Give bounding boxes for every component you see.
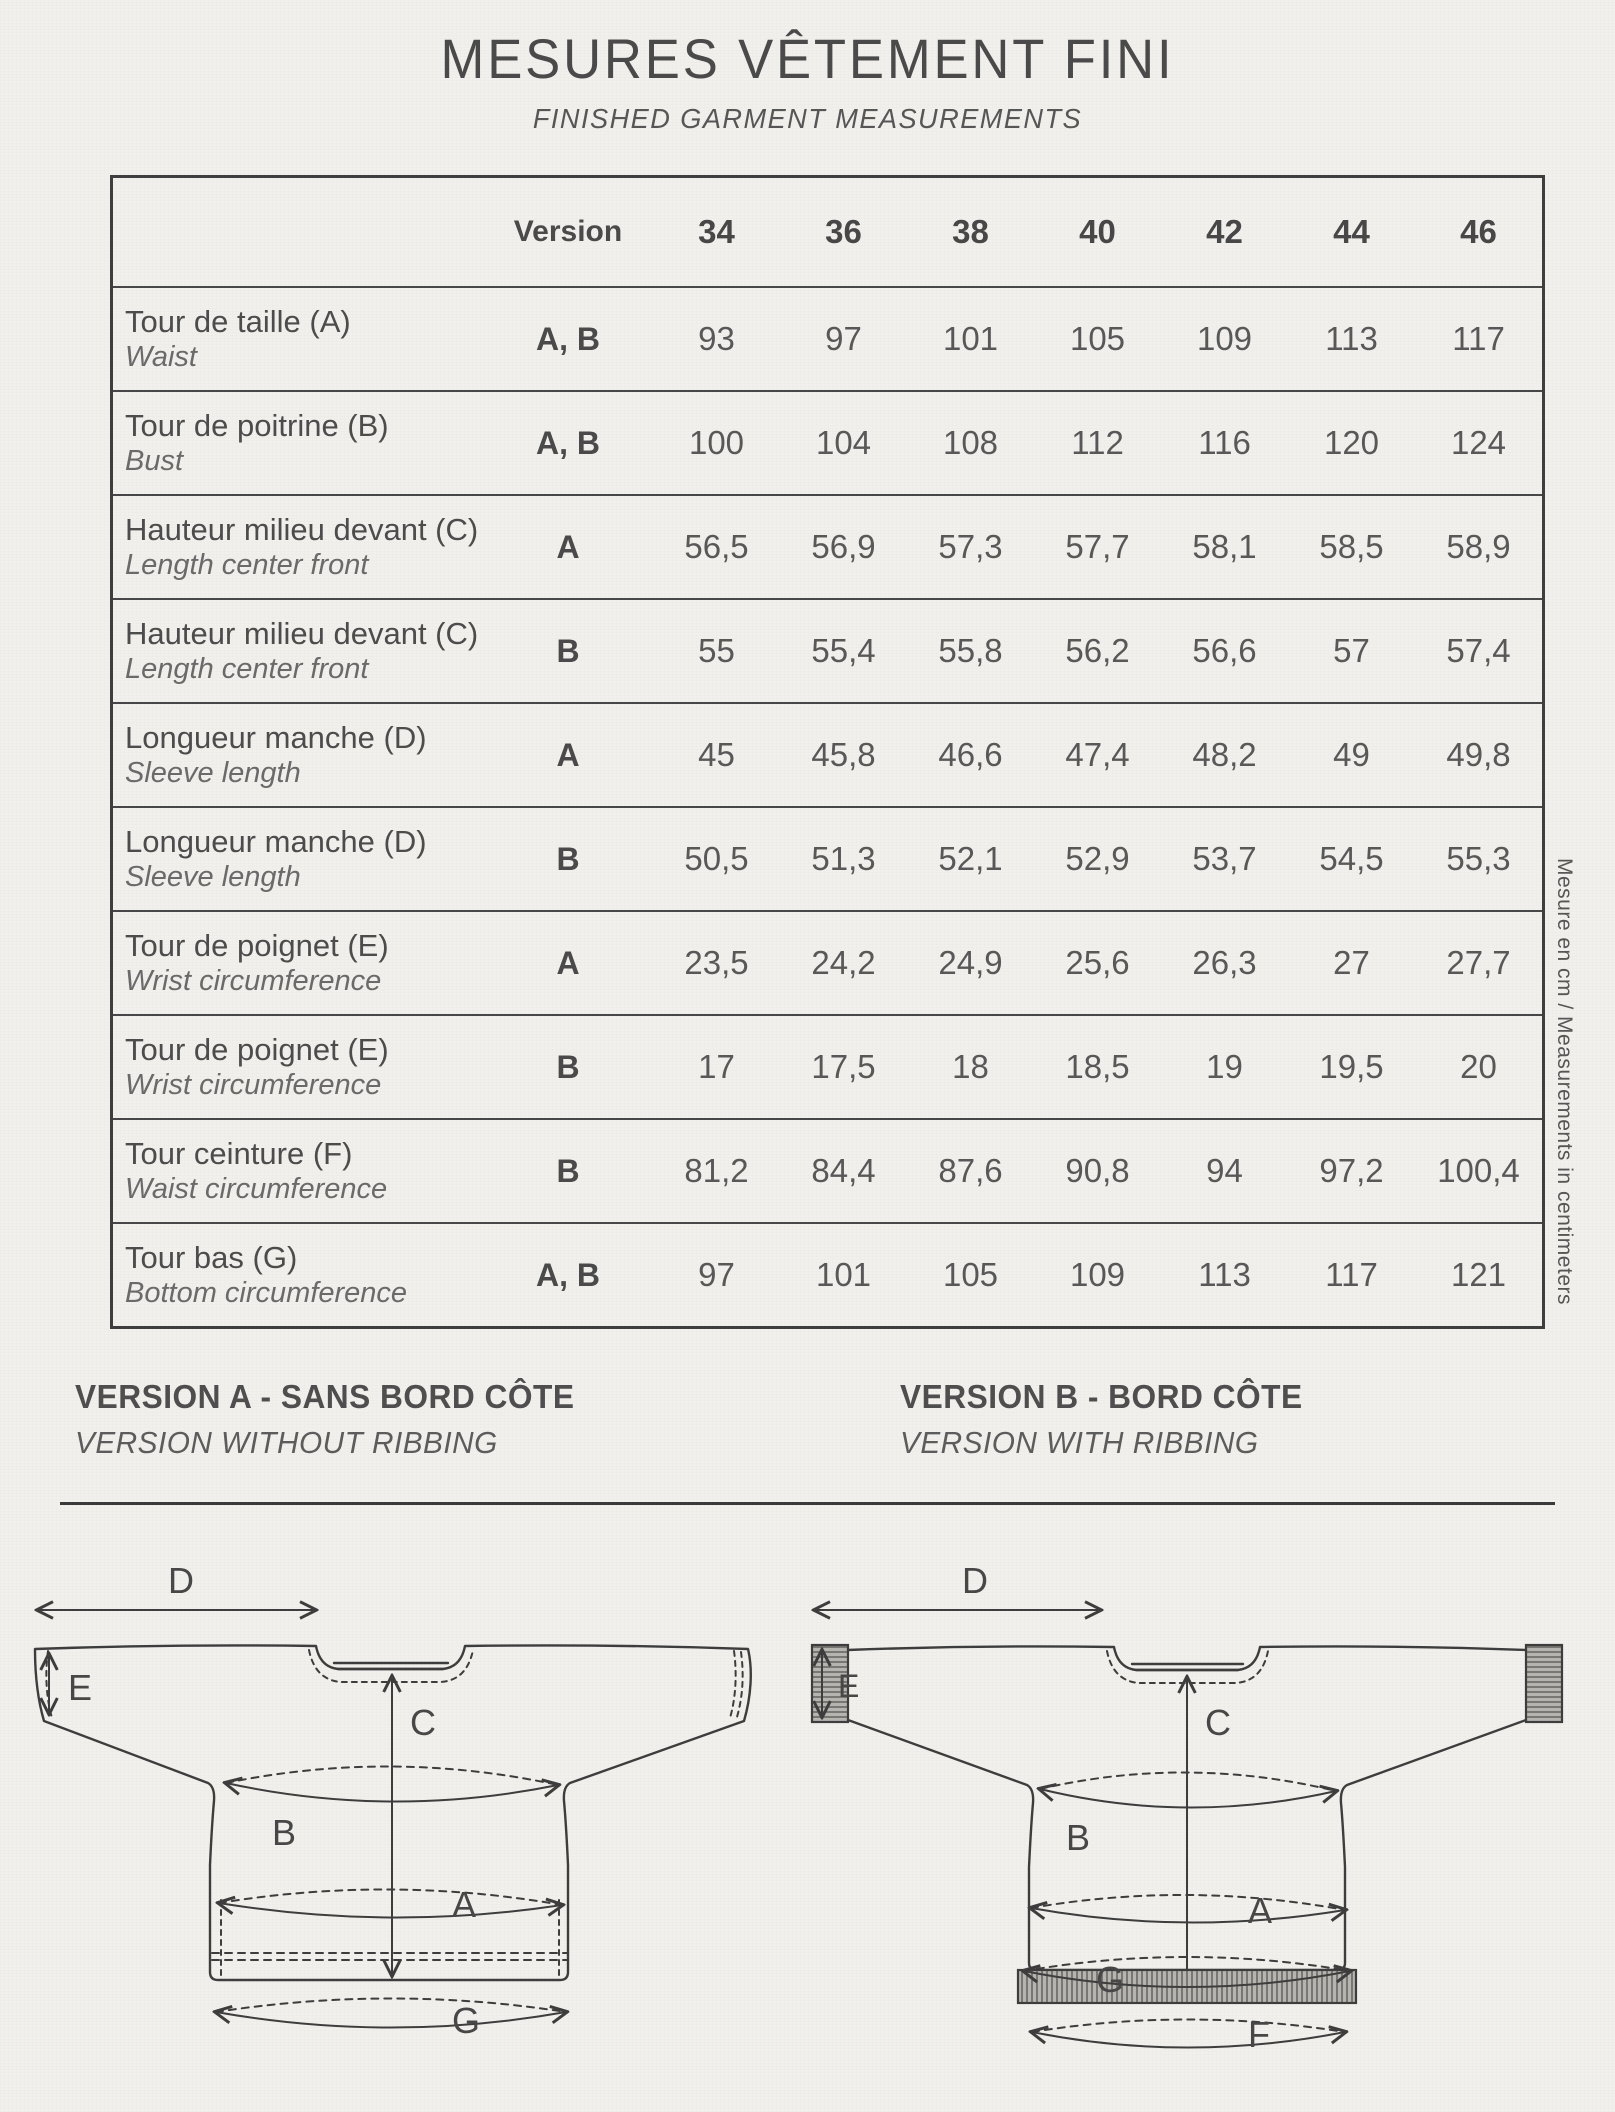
- ribbing-ellipse-dashed: [1032, 2020, 1345, 2033]
- cell-value: 56,6: [1192, 632, 1257, 669]
- cell-value: 94: [1206, 1152, 1243, 1189]
- cell-value: 25,6: [1065, 944, 1130, 981]
- cell-value: 55,3: [1446, 840, 1511, 877]
- cell-value: 50,5: [684, 840, 749, 877]
- row-label-en: Waist circumference: [125, 1173, 388, 1206]
- table-row: [113, 286, 1542, 390]
- diagram-version-a: [0, 1555, 780, 2112]
- ribbed-cuff-right: [1526, 1645, 1562, 1722]
- row-label-en: Bust: [125, 445, 184, 478]
- cell-value: 55,4: [811, 632, 876, 669]
- cell-value: 112: [1071, 424, 1124, 461]
- cell-value: 18,5: [1065, 1048, 1130, 1085]
- cell-value: 108: [942, 424, 999, 461]
- diagram-label-a: A: [452, 1884, 477, 1925]
- cell-value: 49: [1333, 736, 1370, 773]
- cell-value: 97: [825, 320, 862, 357]
- cell-value: 101: [815, 1256, 872, 1293]
- row-label-fr: Longueur manche (D): [125, 823, 427, 859]
- row-label-en: Length center front: [125, 549, 369, 582]
- section-version-a: [75, 1378, 595, 1461]
- row-version: B: [556, 840, 580, 877]
- diagram-version-b: [800, 1555, 1600, 2112]
- cell-value: 97,2: [1319, 1152, 1384, 1189]
- cell-value: 20: [1460, 1048, 1497, 1085]
- cell-value: 84,4: [811, 1152, 876, 1189]
- cell-value: 45: [698, 736, 735, 773]
- cell-value: 54,5: [1319, 840, 1384, 877]
- cell-value: 117: [1325, 1256, 1378, 1293]
- cell-value: 51,3: [811, 840, 876, 877]
- row-label-fr: Tour de poignet (E): [125, 927, 389, 963]
- size-header: 40: [1079, 213, 1116, 250]
- row-label-fr: Longueur manche (D): [125, 719, 427, 755]
- cell-value: 87,6: [938, 1152, 1003, 1189]
- page-title: MESURES VÊTEMENT FINI: [440, 27, 1175, 90]
- version-column-header: Version: [513, 215, 623, 248]
- row-label-en: Wrist circumference: [125, 965, 382, 998]
- row-label-fr: Tour bas (G): [125, 1239, 298, 1275]
- cell-value: 24,2: [811, 944, 876, 981]
- diagram-label-b: B: [272, 1812, 297, 1853]
- cell-value: 56,5: [684, 528, 749, 565]
- table-row: [113, 390, 1542, 494]
- cell-value: 53,7: [1192, 840, 1257, 877]
- cell-value: 23,5: [684, 944, 749, 981]
- diagram-label-c: C: [410, 1702, 436, 1743]
- row-label-fr: Tour de poitrine (B): [125, 407, 389, 443]
- row-label-fr: Hauteur milieu devant (C): [125, 511, 479, 547]
- cell-value: 56,9: [811, 528, 876, 565]
- table-header-row: [113, 178, 1542, 286]
- cell-value: 101: [942, 320, 999, 357]
- cell-value: 18: [952, 1048, 989, 1085]
- cell-value: 104: [815, 424, 872, 461]
- row-label-fr: Tour ceinture (F): [125, 1135, 353, 1171]
- row-version: A: [556, 528, 580, 565]
- size-header: 44: [1333, 213, 1370, 250]
- row-label-en: Bottom circumference: [125, 1277, 408, 1310]
- table-row: [113, 806, 1542, 910]
- size-header: 36: [825, 213, 862, 250]
- diagram-label-g: G: [1096, 1959, 1125, 2000]
- cell-value: 46,6: [938, 736, 1003, 773]
- cell-value: 48,2: [1192, 736, 1257, 773]
- section-version-b: [900, 1378, 1319, 1461]
- version-a-subtitle: VERSION WITHOUT RIBBING: [75, 1425, 498, 1460]
- cell-value: 27: [1333, 944, 1370, 981]
- row-label-fr: Tour de taille (A): [125, 303, 351, 339]
- cell-value: 116: [1198, 424, 1251, 461]
- measurement-table: [110, 175, 1545, 1329]
- page-header: [0, 26, 1615, 135]
- diagram-label-e: E: [838, 1668, 860, 1704]
- cell-value: 100,4: [1437, 1152, 1520, 1189]
- bottom-ellipse-solid: [216, 2012, 566, 2028]
- cuff-fold-right: [730, 1651, 736, 1718]
- waist-ellipse-solid: [219, 1903, 562, 1918]
- version-a-title: VERSION A - SANS BORD CÔTE: [75, 1378, 575, 1415]
- cell-value: 52,1: [938, 840, 1003, 877]
- table-row: [113, 1222, 1542, 1326]
- cell-value: 49,8: [1446, 736, 1511, 773]
- cell-value: 19,5: [1319, 1048, 1384, 1085]
- table-row: [113, 910, 1542, 1014]
- diagram-label-c: C: [1205, 1702, 1231, 1743]
- cell-value: 120: [1323, 424, 1380, 461]
- diagram-label-e: E: [68, 1667, 93, 1708]
- row-label-en: Length center front: [125, 653, 369, 686]
- diagram-label-d: D: [962, 1560, 988, 1601]
- cell-value: 24,9: [938, 944, 1003, 981]
- row-version: A, B: [536, 1256, 600, 1293]
- diagram-label-d: D: [168, 1560, 194, 1601]
- cell-value: 47,4: [1065, 736, 1130, 773]
- cell-value: 100: [688, 424, 745, 461]
- cell-value: 57,3: [938, 528, 1003, 565]
- cell-value: 57: [1333, 632, 1370, 669]
- version-b-subtitle: VERSION WITH RIBBING: [900, 1425, 1259, 1460]
- cell-value: 45,8: [811, 736, 876, 773]
- table-row: [113, 702, 1542, 806]
- cell-value: 58,9: [1446, 528, 1511, 565]
- cell-value: 58,1: [1192, 528, 1257, 565]
- table-row: [113, 1014, 1542, 1118]
- cuff-fold-right-2: [737, 1652, 743, 1717]
- cell-value: 93: [698, 320, 735, 357]
- cell-value: 124: [1450, 424, 1507, 461]
- cell-value: 19: [1206, 1048, 1243, 1085]
- cell-value: 90,8: [1065, 1152, 1130, 1189]
- size-header: 34: [698, 213, 735, 250]
- size-header: 42: [1206, 213, 1243, 250]
- cell-value: 117: [1452, 320, 1505, 357]
- diagram-label-f: F: [1248, 2014, 1270, 2055]
- cell-value: 113: [1325, 320, 1378, 357]
- cell-value: 57,7: [1065, 528, 1130, 565]
- row-version: B: [556, 1152, 580, 1189]
- size-header: 46: [1460, 213, 1497, 250]
- cell-value: 105: [1069, 320, 1126, 357]
- cell-value: 109: [1069, 1256, 1126, 1293]
- row-version: B: [556, 632, 580, 669]
- row-label-fr: Hauteur milieu devant (C): [125, 615, 479, 651]
- row-version: A: [556, 944, 580, 981]
- table-row: [113, 598, 1542, 702]
- cell-value: 113: [1198, 1256, 1251, 1293]
- section-divider: [60, 1502, 1555, 1505]
- cell-value: 26,3: [1192, 944, 1257, 981]
- diagram-label-a: A: [1248, 1890, 1273, 1931]
- cell-value: 27,7: [1446, 944, 1511, 981]
- units-side-note: Mesure en cm / Measurements in centimeters: [1553, 858, 1576, 1305]
- cell-value: 55: [698, 632, 735, 669]
- row-label-fr: Tour de poignet (E): [125, 1031, 389, 1067]
- cell-value: 52,9: [1065, 840, 1130, 877]
- cell-value: 121: [1450, 1256, 1507, 1293]
- cell-value: 57,4: [1446, 632, 1511, 669]
- row-version: A, B: [536, 320, 600, 357]
- cell-value: 55,8: [938, 632, 1003, 669]
- cell-value: 56,2: [1065, 632, 1130, 669]
- table-row: [113, 1118, 1542, 1222]
- page-subtitle: FINISHED GARMENT MEASUREMENTS: [532, 103, 1083, 134]
- diagram-label-b: B: [1066, 1817, 1091, 1858]
- cell-value: 81,2: [684, 1152, 749, 1189]
- row-label-en: Sleeve length: [125, 861, 301, 894]
- row-label-en: Wrist circumference: [125, 1069, 382, 1102]
- row-label-en: Sleeve length: [125, 757, 301, 790]
- row-version: A: [556, 736, 580, 773]
- ribbing-ellipse-solid: [1032, 2032, 1345, 2048]
- size-header: 38: [952, 213, 989, 250]
- row-version: A, B: [536, 424, 600, 461]
- row-label-en: Waist: [125, 341, 197, 374]
- cell-value: 17,5: [811, 1048, 876, 1085]
- diagram-label-g: G: [452, 2000, 481, 2041]
- version-b-title: VERSION B - BORD CÔTE: [900, 1378, 1303, 1415]
- cell-value: 17: [698, 1048, 735, 1085]
- cell-value: 58,5: [1319, 528, 1384, 565]
- cell-value: 109: [1196, 320, 1253, 357]
- cell-value: 105: [942, 1256, 999, 1293]
- cell-value: 97: [698, 1256, 735, 1293]
- table-row: [113, 494, 1542, 598]
- waist-ellipse-dashed: [219, 1889, 562, 1905]
- row-version: B: [556, 1048, 580, 1085]
- bottom-ellipse-dashed: [216, 1999, 566, 2013]
